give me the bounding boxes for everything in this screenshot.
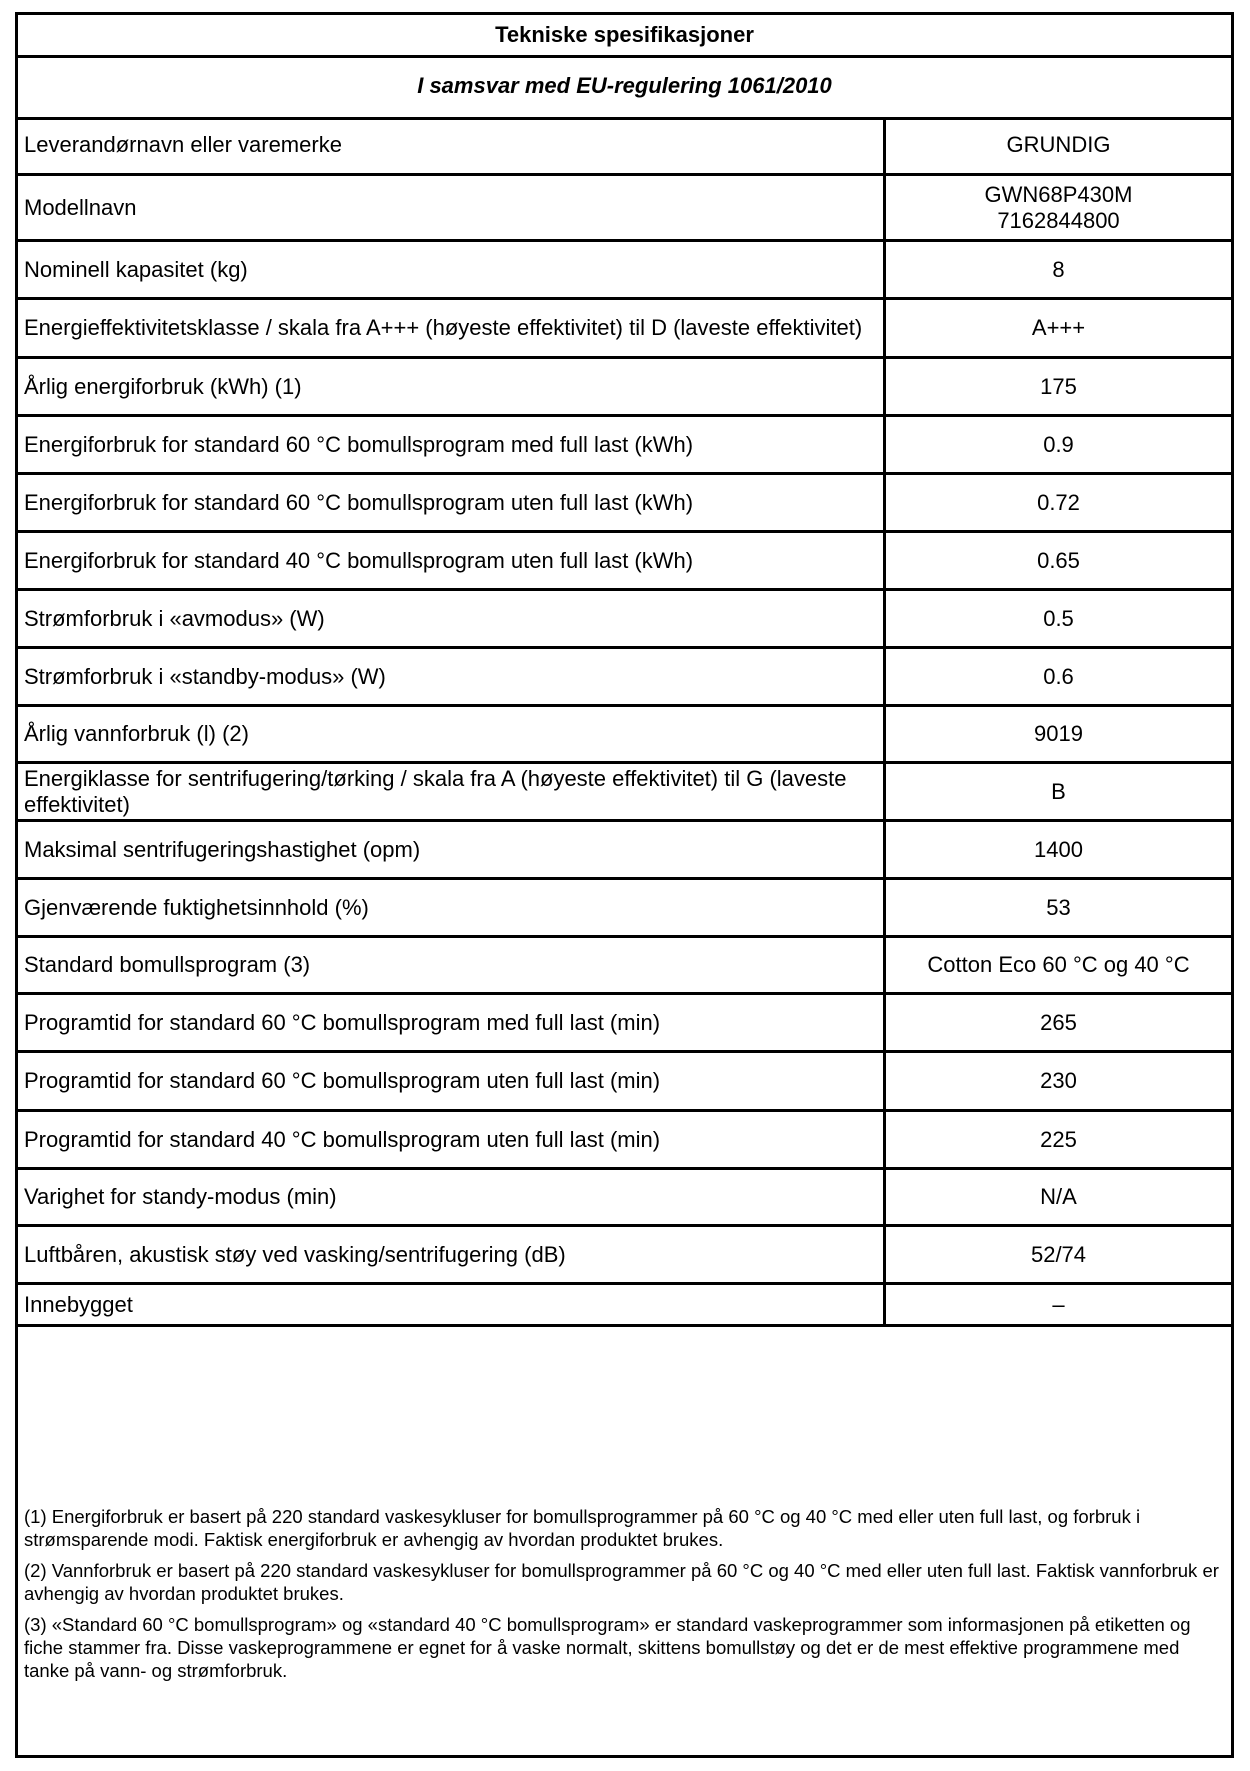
row-value	[886, 1227, 1231, 1282]
value-text: 0.9	[1043, 431, 1074, 457]
table-row	[18, 176, 1231, 242]
footnote-3: (3) «Standard 60 °C bomullsprogram» og «standard 40 °C bomullsprogram» er standard vaskeprogrammer som informasjonen på etiketten og fiche stammer fra. Disse vaskeprogrammene er egnet for å vaske normalt, skittens bomullstøy og det er de mest effektive programmene med tanke på vann- og strømforbruk.	[24, 1614, 1191, 1681]
row-value	[886, 707, 1231, 761]
row-value	[886, 880, 1231, 935]
row-value	[886, 417, 1231, 472]
row-label: Leverandørnavn eller varemerke	[18, 117, 886, 173]
value-text: N/A	[1040, 1184, 1077, 1209]
table-row	[18, 1053, 1231, 1112]
row-label: Energiklasse for sentrifugering/tørking / skala fra A (høyeste effektivitet) til G (laveste effektivitet)	[18, 764, 886, 819]
value-text: 52/74	[1030, 1241, 1087, 1267]
row-value	[886, 176, 1231, 239]
value-text: 265	[1040, 1009, 1077, 1035]
row-label: Standard bomullsprogram (3)	[18, 938, 886, 992]
table-row	[18, 1170, 1231, 1227]
model-name-text: GWN68P430M	[984, 181, 1133, 207]
footnote-2: (2) Vannforbruk er basert på 220 standard vaskesykluser for bomullsprogrammer på 60 °C og 40 °C med eller uten full last. Faktisk vannforbruk er avhengig av hvordan produktet brukes.	[24, 1560, 1219, 1604]
value-text: 8	[1052, 256, 1065, 282]
table-row	[18, 117, 1231, 176]
value-text: 175	[1040, 373, 1077, 399]
row-value	[886, 1112, 1231, 1167]
footnote-1: (1) Energiforbruk er basert på 220 standard vaskesykluser for bomullsprogrammer på 60 °C og 40 °C med eller uten full last, og forbruk i strømsparende modi. Faktisk energiforbruk er avhengig av hvordan produktet brukes.	[24, 1506, 1141, 1550]
row-label: Innebygget	[18, 1285, 886, 1324]
value-text: A+++	[1031, 315, 1086, 340]
footnotes	[24, 1505, 1223, 1690]
table-row	[18, 822, 1231, 880]
row-value	[886, 359, 1231, 414]
model-number-text: 7162844800	[997, 207, 1120, 233]
row-value	[886, 117, 1231, 173]
table-row	[18, 1227, 1231, 1285]
row-label: Programtid for standard 40 °C bomullsprogram uten full last (min)	[18, 1112, 886, 1167]
row-value	[886, 649, 1231, 704]
row-value	[886, 1170, 1231, 1224]
table-row	[18, 417, 1231, 475]
title-text: Tekniske spesifikasjoner	[495, 22, 754, 47]
value-text: 1400	[1034, 836, 1083, 862]
row-value	[886, 822, 1231, 877]
sheet-title	[18, 15, 1231, 58]
value-text: 0.65	[1037, 547, 1080, 573]
row-label: Energiforbruk for standard 60 °C bomullsprogram med full last (kWh)	[18, 417, 886, 472]
row-label: Programtid for standard 60 °C bomullsprogram uten full last (min)	[18, 1053, 886, 1109]
row-label: Luftbåren, akustisk støy ved vasking/sentrifugering (dB)	[18, 1227, 886, 1282]
value-text: Cotton Eco 60 °C og 40 °C	[927, 952, 1190, 977]
table-row	[18, 475, 1231, 533]
subtitle-text: I samsvar med EU-regulering 1061/2010	[417, 73, 832, 98]
row-value	[886, 475, 1231, 530]
row-label: Gjenværende fuktighetsinnhold (%)	[18, 880, 886, 935]
table-row	[18, 707, 1231, 764]
table-row	[18, 938, 1231, 995]
row-value	[886, 242, 1231, 297]
table-row	[18, 880, 1231, 938]
row-value	[886, 938, 1231, 992]
row-label: Energiforbruk for standard 60 °C bomullsprogram uten full last (kWh)	[18, 475, 886, 530]
row-label: Energiforbruk for standard 40 °C bomullsprogram uten full last (kWh)	[18, 533, 886, 588]
table-row	[18, 649, 1231, 707]
row-value	[886, 591, 1231, 646]
value-text: 9019	[1034, 721, 1083, 746]
row-value	[886, 300, 1231, 356]
sheet-subtitle	[18, 55, 1231, 120]
table-row	[18, 995, 1231, 1053]
value-text: 0.72	[1037, 489, 1080, 515]
table-row	[18, 1112, 1231, 1170]
table-row	[18, 591, 1231, 649]
value-text: B	[1051, 778, 1066, 804]
table-row	[18, 1285, 1231, 1327]
row-value	[886, 764, 1231, 819]
table-row	[18, 242, 1231, 300]
value-text: 0.6	[1043, 663, 1074, 689]
table-row	[18, 764, 1231, 822]
row-value	[886, 1285, 1231, 1324]
table-row	[18, 300, 1231, 359]
table-row	[18, 533, 1231, 591]
value-text: 0.5	[1043, 605, 1074, 631]
value-text: GRUNDIG	[1006, 132, 1111, 157]
row-label: Programtid for standard 60 °C bomullsprogram med full last (min)	[18, 995, 886, 1050]
row-value	[886, 1053, 1231, 1109]
value-text: 230	[1040, 1068, 1077, 1093]
row-label: Modellnavn	[18, 176, 886, 239]
row-label: Varighet for standy-modus (min)	[18, 1170, 886, 1224]
row-label: Årlig vannforbruk (l) (2)	[18, 707, 886, 761]
table-row	[18, 359, 1231, 417]
row-label: Maksimal sentrifugeringshastighet (opm)	[18, 822, 886, 877]
value-text: 53	[1046, 894, 1071, 920]
value-text: 225	[1040, 1126, 1077, 1152]
spec-table	[18, 117, 1231, 1327]
row-label: Nominell kapasitet (kg)	[18, 242, 886, 297]
row-label: Årlig energiforbruk (kWh) (1)	[18, 359, 886, 414]
row-value	[886, 995, 1231, 1050]
row-value	[886, 533, 1231, 588]
row-label: Strømforbruk i «standby-modus» (W)	[18, 649, 886, 704]
row-label: Strømforbruk i «avmodus» (W)	[18, 591, 886, 646]
spec-sheet	[15, 12, 1234, 1758]
row-label: Energieffektivitetsklasse / skala fra A+++ (høyeste effektivitet) til D (laveste effektivitet)	[18, 300, 886, 356]
value-text: –	[1052, 1291, 1065, 1317]
